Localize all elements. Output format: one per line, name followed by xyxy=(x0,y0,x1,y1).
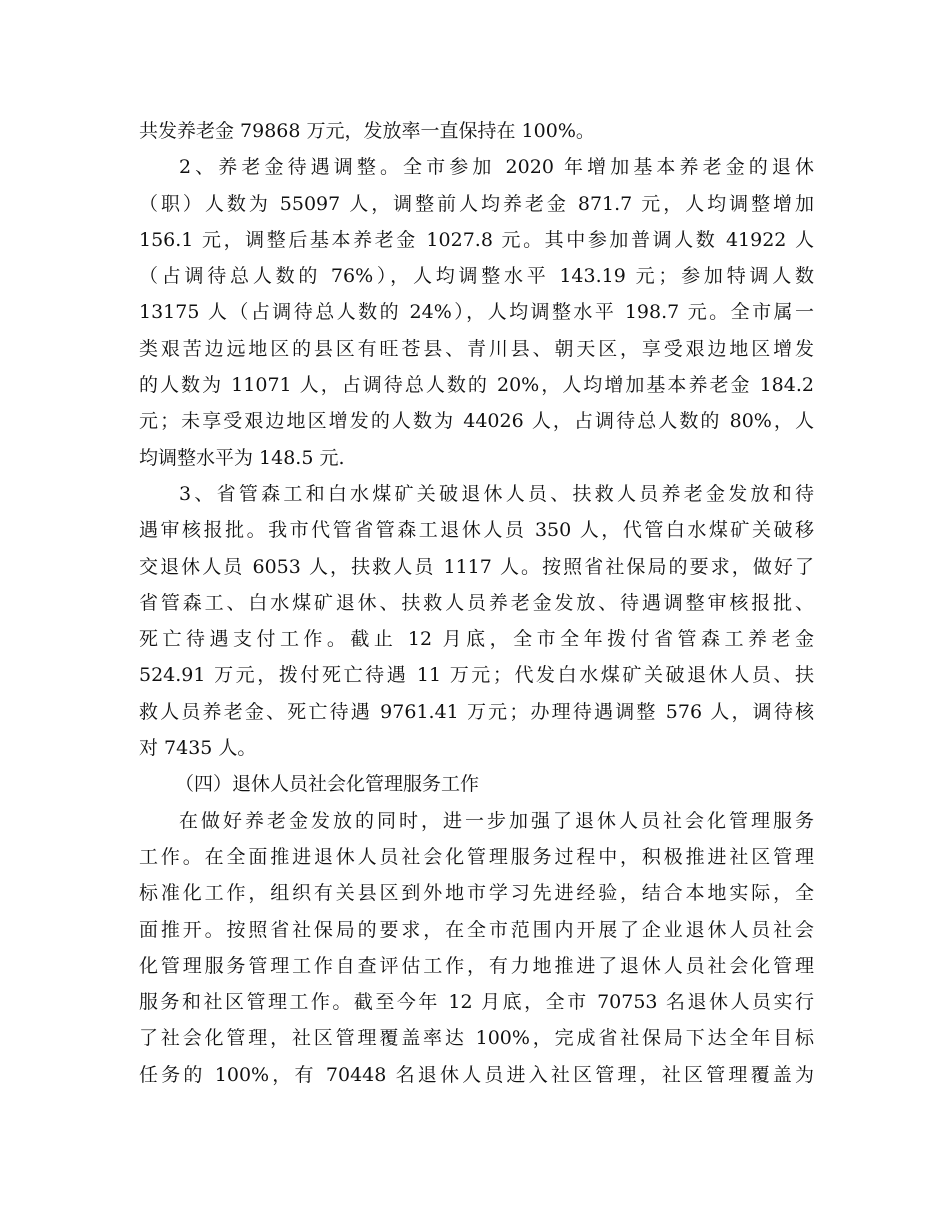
text-line: 524.91 万元，拨付死亡待遇 11 万元；代发白水煤矿关破退休人员、扶 xyxy=(139,664,814,687)
text-line: 死亡待遇支付工作。截止 12 月底，全市全年拨付省管森工养老金 xyxy=(139,628,814,651)
text-line: 工作。在全面推进退休人员社会化管理服务过程中，积极推进社区管理 xyxy=(139,845,814,868)
text-line: 元；未享受艰边地区增发的人数为 44026 人，占调待总人数的 80%，人 xyxy=(139,410,814,433)
text-line: 对 7435 人。 xyxy=(139,737,257,760)
text-line: 救人员养老金、死亡待遇 9761.41 万元；办理待遇调整 576 人，调待核 xyxy=(139,700,814,723)
text-line: 的人数为 11071 人，占调待总人数的 20%，人均增加基本养老金 184.2 xyxy=(139,374,814,397)
text-line: （占调待总人数的 76%），人均调整水平 143.19 元；参加特调人数 xyxy=(139,265,814,288)
text-line: 在做好养老金发放的同时，进一步加强了退休人员社会化管理服务 xyxy=(179,809,814,832)
text-line: 2、养老金待遇调整。全市参加 2020 年增加基本养老金的退休 xyxy=(179,156,814,179)
text-line: 156.1 元，调整后基本养老金 1027.8 元。其中参加普调人数 41922 人 xyxy=(139,228,814,251)
text-line: 类艰苦边远地区的县区有旺苍县、青川县、朝天区，享受艰边地区增发 xyxy=(139,337,814,360)
text-line: 了社会化管理，社区管理覆盖率达 100%，完成省社保局下达全年目标 xyxy=(139,1027,814,1050)
text-line: 共发养老金 79868 万元，发放率一直保持在 100%。 xyxy=(139,120,595,142)
text-line: 遇审核报批。我市代管省管森工退休人员 350 人，代管白水煤矿关破移 xyxy=(139,519,814,542)
section-heading: （四）退休人员社会化管理服务工作 xyxy=(175,773,480,796)
text-line: 服务和社区管理工作。截至今年 12 月底，全市 70753 名退休人员实行 xyxy=(139,991,814,1014)
text-line: 化管理服务管理工作自查评估工作，有力地推进了退休人员社会化管理 xyxy=(139,954,814,977)
text-line: 面推开。按照省社保局的要求，在全市范围内开展了企业退休人员社会 xyxy=(139,918,814,941)
text-line: 3、省管森工和白水煤矿关破退休人员、扶救人员养老金发放和待 xyxy=(179,482,814,505)
text-line: 均调整水平为 148.5 元. xyxy=(139,446,345,469)
text-line: 省管森工、白水煤矿退休、扶救人员养老金发放、待遇调整审核报批、 xyxy=(139,591,814,614)
text-line: 任务的 100%，有 70448 名退休人员进入社区管理，社区管理覆盖为 xyxy=(139,1063,814,1086)
text-line: 标准化工作，组织有关县区到外地市学习先进经验，结合本地实际，全 xyxy=(139,882,814,905)
text-line: 交退休人员 6053 人，扶救人员 1117 人。按照省社保局的要求，做好了 xyxy=(139,555,814,578)
document-body xyxy=(139,113,814,1093)
text-line: （职）人数为 55097 人，调整前人均养老金 871.7 元，人均调整增加 xyxy=(139,192,814,215)
text-line: 13175 人（占调待总人数的 24%），人均调整水平 198.7 元。全市属一 xyxy=(139,301,814,324)
